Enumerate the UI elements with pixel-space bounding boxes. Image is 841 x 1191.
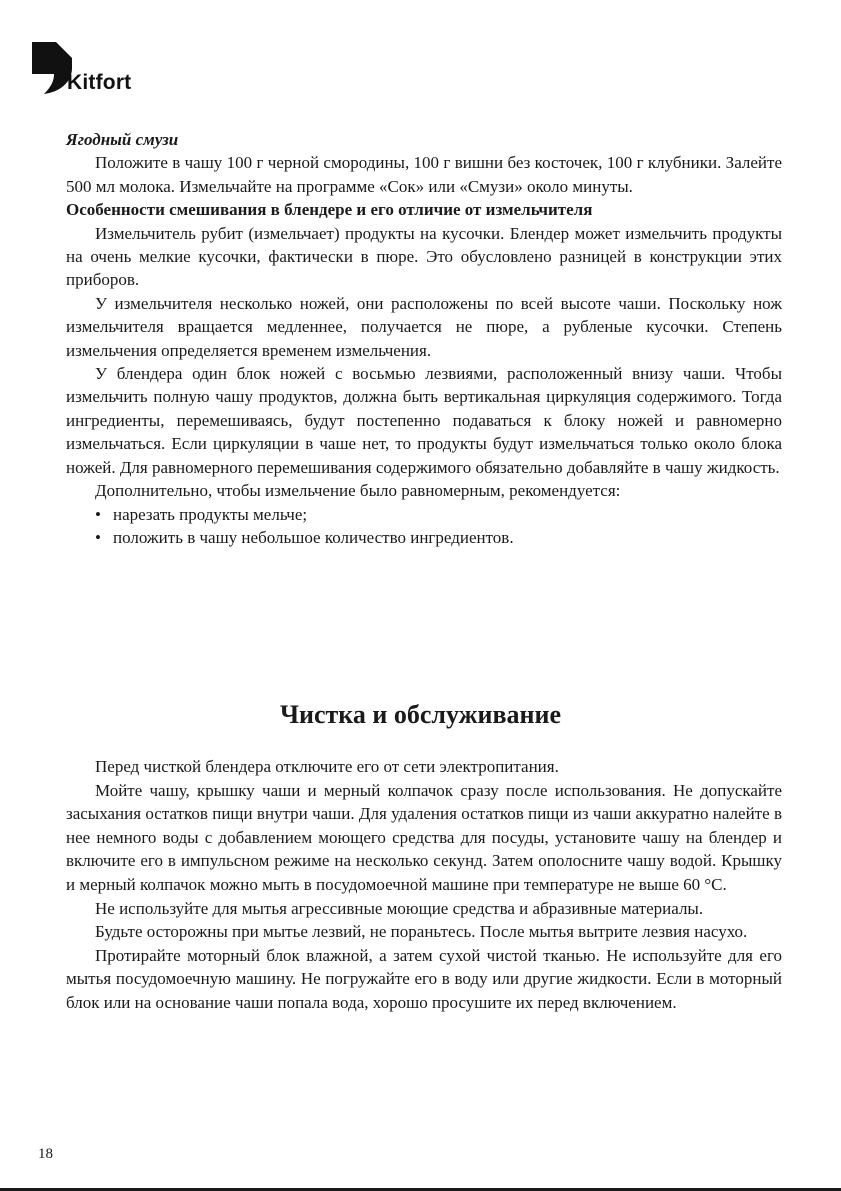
cleaning-paragraph: Перед чисткой блендера отключите его от сети электропитания. <box>95 757 559 776</box>
bullet-icon: • <box>95 504 101 524</box>
section-paragraph: Дополнительно, чтобы измельчение было равномерным, рекомендуется: <box>95 481 621 501</box>
list-item-text: положить в чашу небольшое количество ингредиентов. <box>113 527 514 547</box>
bullet-icon: • <box>95 527 101 547</box>
kitfort-logo <box>30 42 170 98</box>
brand-name: Kitfort <box>67 71 132 94</box>
list-item-text: нарезать продукты мельче; <box>113 504 308 524</box>
chapter-title: Чистка и обслуживание <box>279 700 562 729</box>
cleaning-paragraph: Протирайте моторный блок влажной, а затем сухой чистой тканью. Не используйте для его мытья посудомоечную машину. Не погружайте его в воду или другие жидкости. Если в моторный блок или на основание чаши попала вода, хорошо просушите их перед включением. <box>66 945 782 1012</box>
cleaning-content <box>66 755 782 1015</box>
cleaning-paragraph: Не используйте для мытья агрессивные моющие средства и абразивные материалы. <box>95 898 704 918</box>
cleaning-paragraph: Мойте чашу, крышку чаши и мерный колпачок сразу после использования. Не допускайте засыхания остатков пищи внутри чаши. Для удаления остатков пищи из чаши аккуратно налейте в нее немного воды с добавлением моющего средства для посуды, установите чашу на блендер и включите его в импульсном режиме на несколько секунд. Затем ополосните чашу водой. Крышку и мерный колпачок можно мыть в посудомоечной машине при температуре не выше 60 °С. <box>66 780 782 894</box>
page-number: 18 <box>38 1146 53 1162</box>
recipe-title: Ягодный смузи <box>66 130 179 149</box>
recommendations-list <box>66 503 782 550</box>
cleaning-paragraph: Будьте осторожны при мытье лезвий, не пораньтесь. После мытья вытрите лезвия насухо. <box>95 922 748 942</box>
list-item <box>66 503 782 526</box>
section-paragraph: Измельчитель рубит (измельчает) продукты на кусочки. Блендер может измельчить продукты на очень мелкие кусочки, фактически в пюре. Это обусловлено разницей в конструкции этих приборов. <box>66 223 782 290</box>
main-content <box>66 128 782 549</box>
section-paragraph: У блендера один блок ножей с восьмью лезвиями, расположенный внизу чаши. Чтобы измельчить полную чашу продуктов, должна быть вертикальная циркуляция содержимого. Тогда ингредиенты, перемешиваясь, будут постепенно подаваться к блоку ножей и равномерно измельчаться. Если циркуляции в чаше нет, то продукты будут измельчаться только около блока ножей. Для равномерного перемешивания содержимого обязательно добавляйте в чашу жидкость. <box>66 364 782 477</box>
list-item <box>66 526 782 549</box>
section-paragraph: У измельчителя несколько ножей, они расположены по всей высоте чаши. Поскольку нож измельчителя вращается медленнее, получается не пюре, а рубленые кусочки. Степень измельчения определяется временем измельчения. <box>66 293 782 360</box>
recipe-text: Положите в чашу 100 г черной смородины, 100 г вишни без косточек, 100 г клубники. Залейте 500 мл молока. Измельчайте на программе «Сок» или «Смузи» около минуты. <box>66 153 782 196</box>
section-title: Особенности смешивания в блендере и его отличие от измельчителя <box>66 200 593 220</box>
